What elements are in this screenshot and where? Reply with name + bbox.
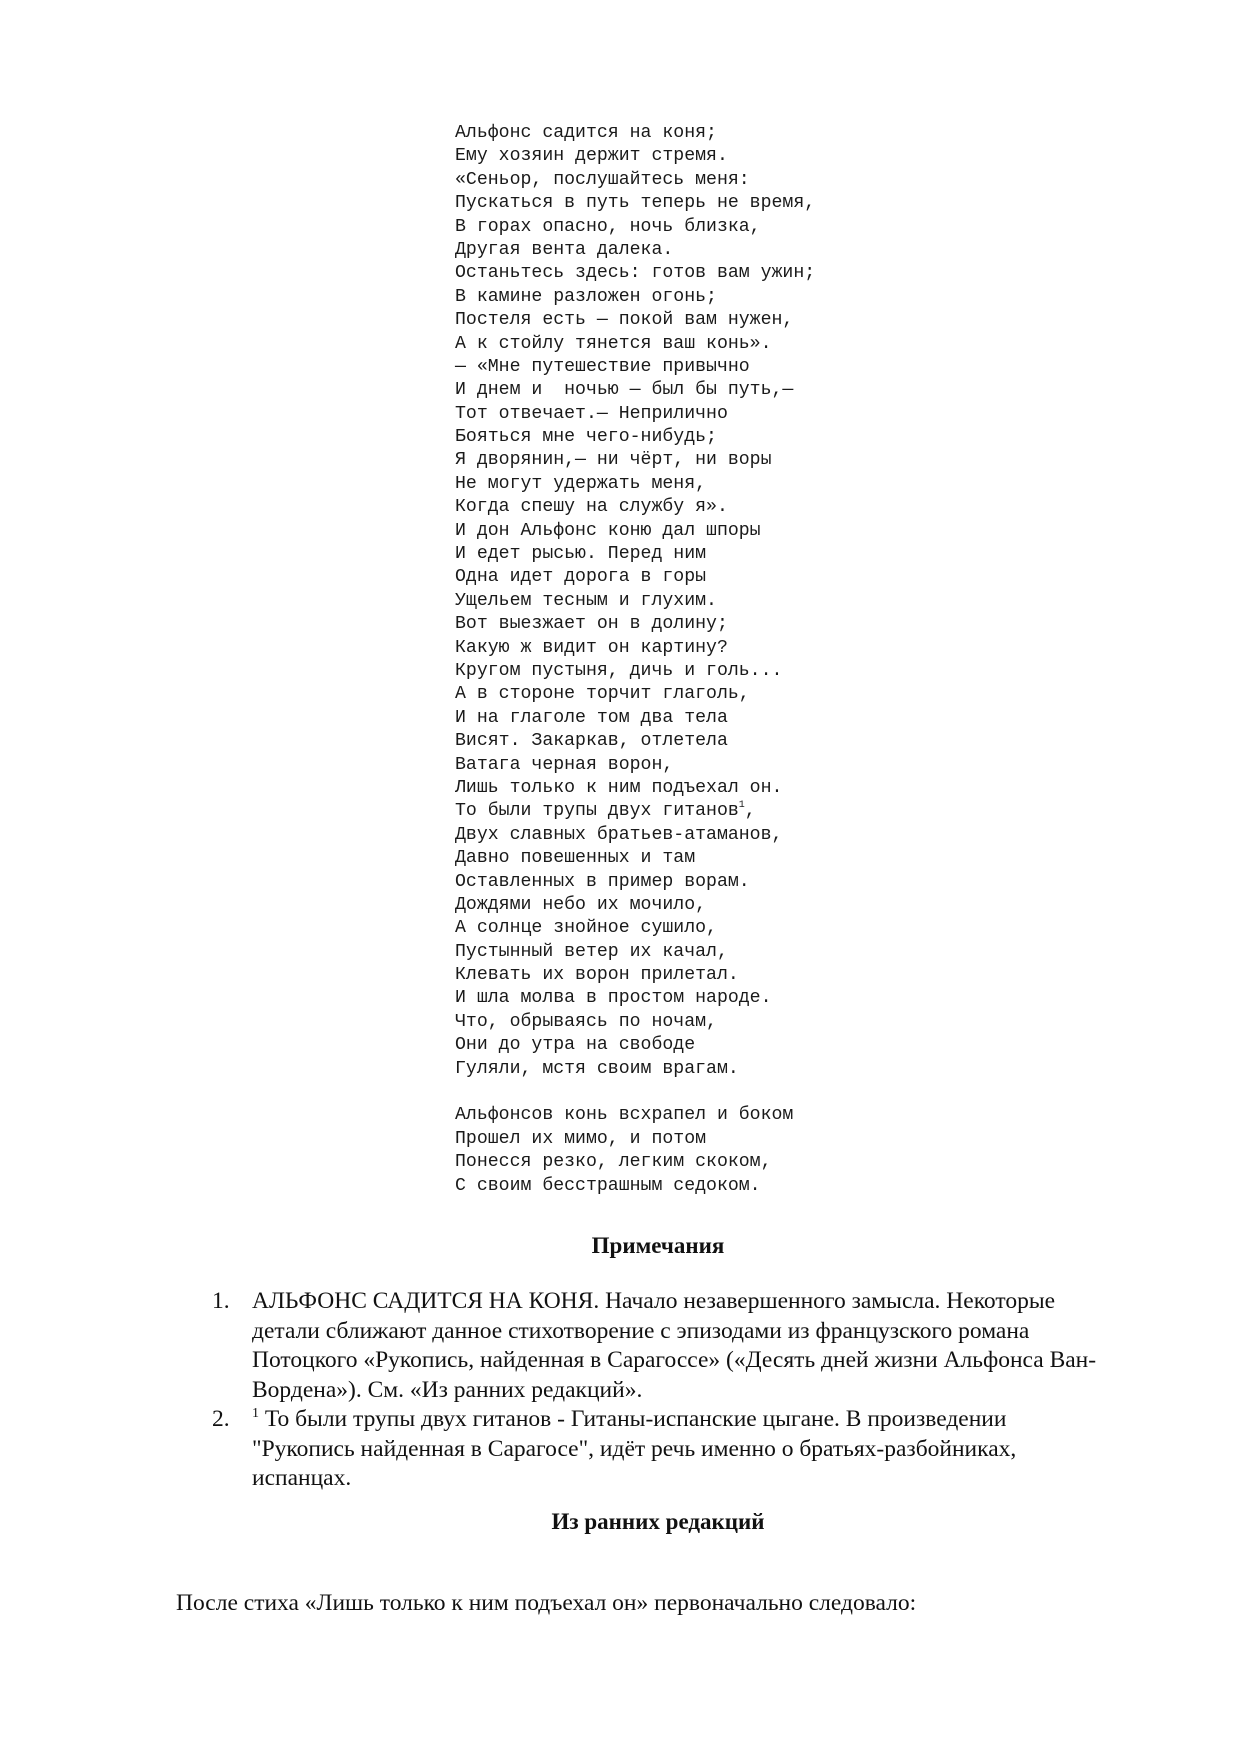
notes-heading: Примечания (591, 1233, 725, 1258)
poem-line: Они до утра на свободе (455, 1035, 696, 1056)
poem-line: Бояться мне чего-нибудь; (455, 427, 717, 448)
poem-stanza-1 (455, 122, 815, 1081)
poem-line: Альфонс садится на коня; (455, 123, 717, 143)
poem-line: Давно повешенных и там (455, 848, 696, 869)
poem-line: В горах опасно, ночь близка, (455, 216, 761, 237)
poem-line: Одна идет дорога в горы (455, 567, 707, 588)
footnote-mark: 1 (738, 800, 745, 812)
note-item (212, 1287, 1112, 1405)
poem-line: Кругом пустыня, дичь и голь... (455, 660, 783, 681)
poem-line: Прошел их мимо, и потом (455, 1128, 707, 1149)
poem-line: И на глаголе том два тела (455, 707, 728, 728)
poem-line: И едет рысью. Перед ним (455, 544, 707, 565)
poem-line: Постеля есть — покой вам нужен, (455, 310, 794, 331)
poem-line: А к стойлу тянется ваш конь». (455, 333, 772, 354)
poem-line: Какую ж видит он картину? (455, 637, 728, 658)
early-versions-text: После стиха «Лишь только к ним подъехал он» первоначально следовало: (176, 1590, 917, 1616)
poem-line: «Сеньор, послушайтесь меня: (455, 169, 750, 190)
poem-line: Вот выезжает он в долину; (455, 614, 728, 635)
poem-line-footnoted (455, 800, 815, 823)
poem-line: Тот отвечает.— Неприлично (455, 403, 728, 424)
poem-line: Лишь только к ним подъехал он. (455, 777, 783, 798)
poem-line: Я дворянин,— ни чёрт, ни воры (455, 450, 772, 471)
poem-line: И шла молва в простом народе. (455, 988, 772, 1009)
poem-line: Ущельем тесным и глухим. (455, 590, 717, 611)
poem-line: Пустынный ветер их качал, (455, 941, 728, 962)
poem-line: Пускаться в путь теперь не время, (455, 193, 816, 214)
poem-line: Альфонсов конь всхрапел и боком (455, 1105, 794, 1126)
poem-line: В камине разложен огонь; (455, 286, 717, 307)
note-footnote-mark: 1 (252, 1406, 259, 1421)
early-versions-heading: Из ранних редакций (551, 1509, 765, 1534)
note-text: То были трупы двух гитанов - Гитаны-испанские цыгане. В произведении "Рукопись найденная в Сарагосе", идёт речь именно о братьях-разбойниках, испанцах. (252, 1406, 1017, 1491)
poem-line: С своим бесстрашным седоком. (455, 1175, 761, 1196)
note-item (212, 1405, 1112, 1494)
poem-line: Висят. Закаркав, отлетела (455, 731, 728, 752)
poem-line-text: То были трупы двух гитанов (455, 801, 739, 822)
poem-line: А в стороне торчит глаголь, (455, 684, 750, 705)
poem-line: Ему хозяин держит стремя. (455, 146, 728, 167)
poem-line: Клевать их ворон прилетал. (455, 965, 739, 986)
notes-list (212, 1287, 1112, 1494)
poem-line: Понесся резко, легким скоком, (455, 1152, 772, 1173)
poem-line: И днем и ночью — был бы путь,— (455, 380, 794, 401)
poem-line: Гуляли, мстя своим врагам. (455, 1058, 739, 1079)
poem-stanza-2 (455, 1104, 815, 1198)
poem-line: Дождями небо их мочило, (455, 894, 707, 915)
poem-line: Другая вента далека. (455, 239, 674, 260)
poem-line: И дон Альфонс коню дал шпоры (455, 520, 761, 541)
poem-line: Когда спешу на службу я». (455, 497, 728, 518)
poem-line: Останьтесь здесь: готов вам ужин; (455, 263, 816, 284)
poem-line: А солнце знойное сушило, (455, 918, 717, 939)
note-number: 1. (212, 1288, 230, 1314)
poem-line: — «Мне путешествие привычно (455, 356, 750, 377)
note-number: 2. (212, 1406, 230, 1432)
poem-line: Оставленных в пример ворам. (455, 871, 750, 892)
poem (455, 122, 815, 1198)
poem-line: Двух славных братьев-атаманов, (455, 824, 783, 845)
poem-line: Ватага черная ворон, (455, 754, 674, 775)
poem-line-punct: , (744, 801, 756, 822)
poem-line: Не могут удержать меня, (455, 473, 707, 494)
note-text: АЛЬФОНС САДИТСЯ НА КОНЯ. Начало незавершенного замысла. Некоторые детали сближают данное стихотворение с эпизодами из французского романа Потоцкого «Рукопись, найденная в Сарагоссе» («Десять дней жизни Альфонса Ван-Вордена»). См. «Из ранних редакций». (252, 1288, 1097, 1403)
poem-line: Что, обрываясь по ночам, (455, 1011, 717, 1032)
